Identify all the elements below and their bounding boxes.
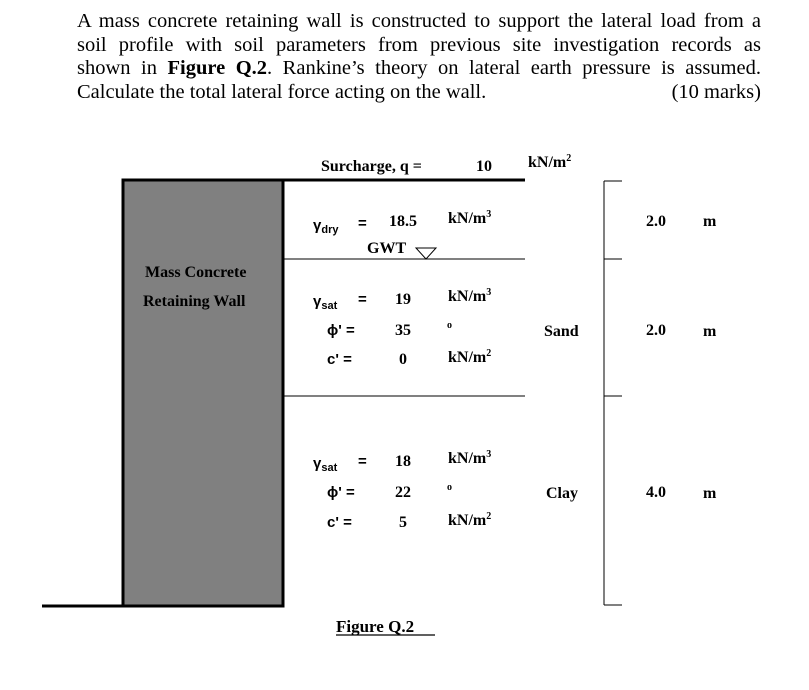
layer3-gamma-char: γ <box>313 455 322 472</box>
layer1-thickness-unit: m <box>703 213 717 230</box>
layer3-thickness: 4.0 <box>646 484 666 501</box>
figure-reference: Figure Q.2 <box>167 57 268 79</box>
layer1-gamma-value: 18.5 <box>389 213 417 230</box>
gwt-triangle-icon <box>416 248 436 259</box>
layer2-c-unit-base: kN/m <box>448 349 487 366</box>
layer2-c-label: c' = <box>327 351 352 368</box>
question-line-4-text: Calculate the total lateral force acting on the wall. <box>77 80 487 103</box>
layer3-soil-type: Clay <box>546 485 578 502</box>
layer3-c-unit-sup: 2 <box>486 511 492 522</box>
question-line-3-post: . Rankine’s theory on lateral earth pressure is assumed. <box>267 57 761 79</box>
surcharge-unit <box>528 153 571 171</box>
layer2-thickness: 2.0 <box>646 322 666 339</box>
layer1-gamma-unit-base: kN/m <box>448 210 487 227</box>
layer3-gamma-unit <box>448 449 491 467</box>
layer3-gamma-unit-base: kN/m <box>448 450 487 467</box>
layer3-gamma-value: 18 <box>395 453 411 470</box>
layer3-gamma-symbol <box>313 455 338 474</box>
layer3-phi-unit: o <box>447 482 452 493</box>
layer2-gamma-unit-sup: 3 <box>486 287 492 298</box>
surcharge-unit-sup: 2 <box>566 153 572 164</box>
layer2-phi-value: 35 <box>395 322 411 339</box>
layer3-gamma-unit-sup: 3 <box>486 449 492 460</box>
question-line-2: soil profile with soil parameters from previous site investigation records as <box>77 33 761 56</box>
layer1-thickness: 2.0 <box>646 213 666 230</box>
question-line-1: A mass concrete retaining wall is constructed to support the lateral load from a <box>77 10 761 32</box>
layer1-gamma-sub: dry <box>321 224 339 236</box>
layer2-eq: = <box>358 291 367 308</box>
dimension-bracket <box>604 181 622 605</box>
gwt-label: GWT <box>367 240 407 257</box>
layer1-gamma-unit <box>448 209 491 227</box>
layer3-c-unit-base: kN/m <box>448 512 487 529</box>
retaining-wall <box>123 180 283 606</box>
layer2-phi-unit: o <box>447 320 452 331</box>
layer3-c-label: c' = <box>327 514 352 531</box>
layer3-thickness-unit: m <box>703 485 717 502</box>
layer3-phi-value: 22 <box>395 484 411 501</box>
surcharge-value: 10 <box>476 158 492 175</box>
surcharge-unit-base: kN/m <box>528 154 567 171</box>
layer2-c-unit <box>448 348 491 366</box>
layer1-gamma-unit-sup: 3 <box>486 209 492 220</box>
layer2-gamma-char: γ <box>313 293 322 310</box>
layer3-phi-label: ϕ' = <box>327 484 355 501</box>
figure-caption: Figure Q.2 <box>336 617 415 636</box>
layer1-gamma-char: γ <box>313 217 322 234</box>
layer2-gamma-unit <box>448 287 491 305</box>
layer3-c-value: 5 <box>399 514 407 531</box>
surcharge-label: Surcharge, q = <box>321 158 422 175</box>
wall-label-line-1: Mass Concrete <box>145 264 247 281</box>
layer2-gamma-unit-base: kN/m <box>448 288 487 305</box>
layer3-gamma-sub: sat <box>321 462 338 474</box>
layer2-gamma-sub: sat <box>321 300 338 312</box>
layer1-gamma-symbol <box>313 217 339 236</box>
question-line-3-pre: shown in <box>77 57 168 79</box>
layer2-c-unit-sup: 2 <box>486 348 492 359</box>
layer2-c-value: 0 <box>399 351 407 368</box>
layer2-soil-type: Sand <box>544 323 579 340</box>
layer2-thickness-unit: m <box>703 323 717 340</box>
layer2-gamma-symbol <box>313 293 338 312</box>
wall-label-line-2: Retaining Wall <box>143 293 246 310</box>
layer3-c-unit <box>448 511 491 529</box>
marks-label: (10 marks) <box>671 80 761 103</box>
layer2-gamma-value: 19 <box>395 291 411 308</box>
layer1-eq: = <box>358 215 367 232</box>
layer2-phi-label: ϕ' = <box>327 322 355 339</box>
layer3-eq: = <box>358 453 367 470</box>
